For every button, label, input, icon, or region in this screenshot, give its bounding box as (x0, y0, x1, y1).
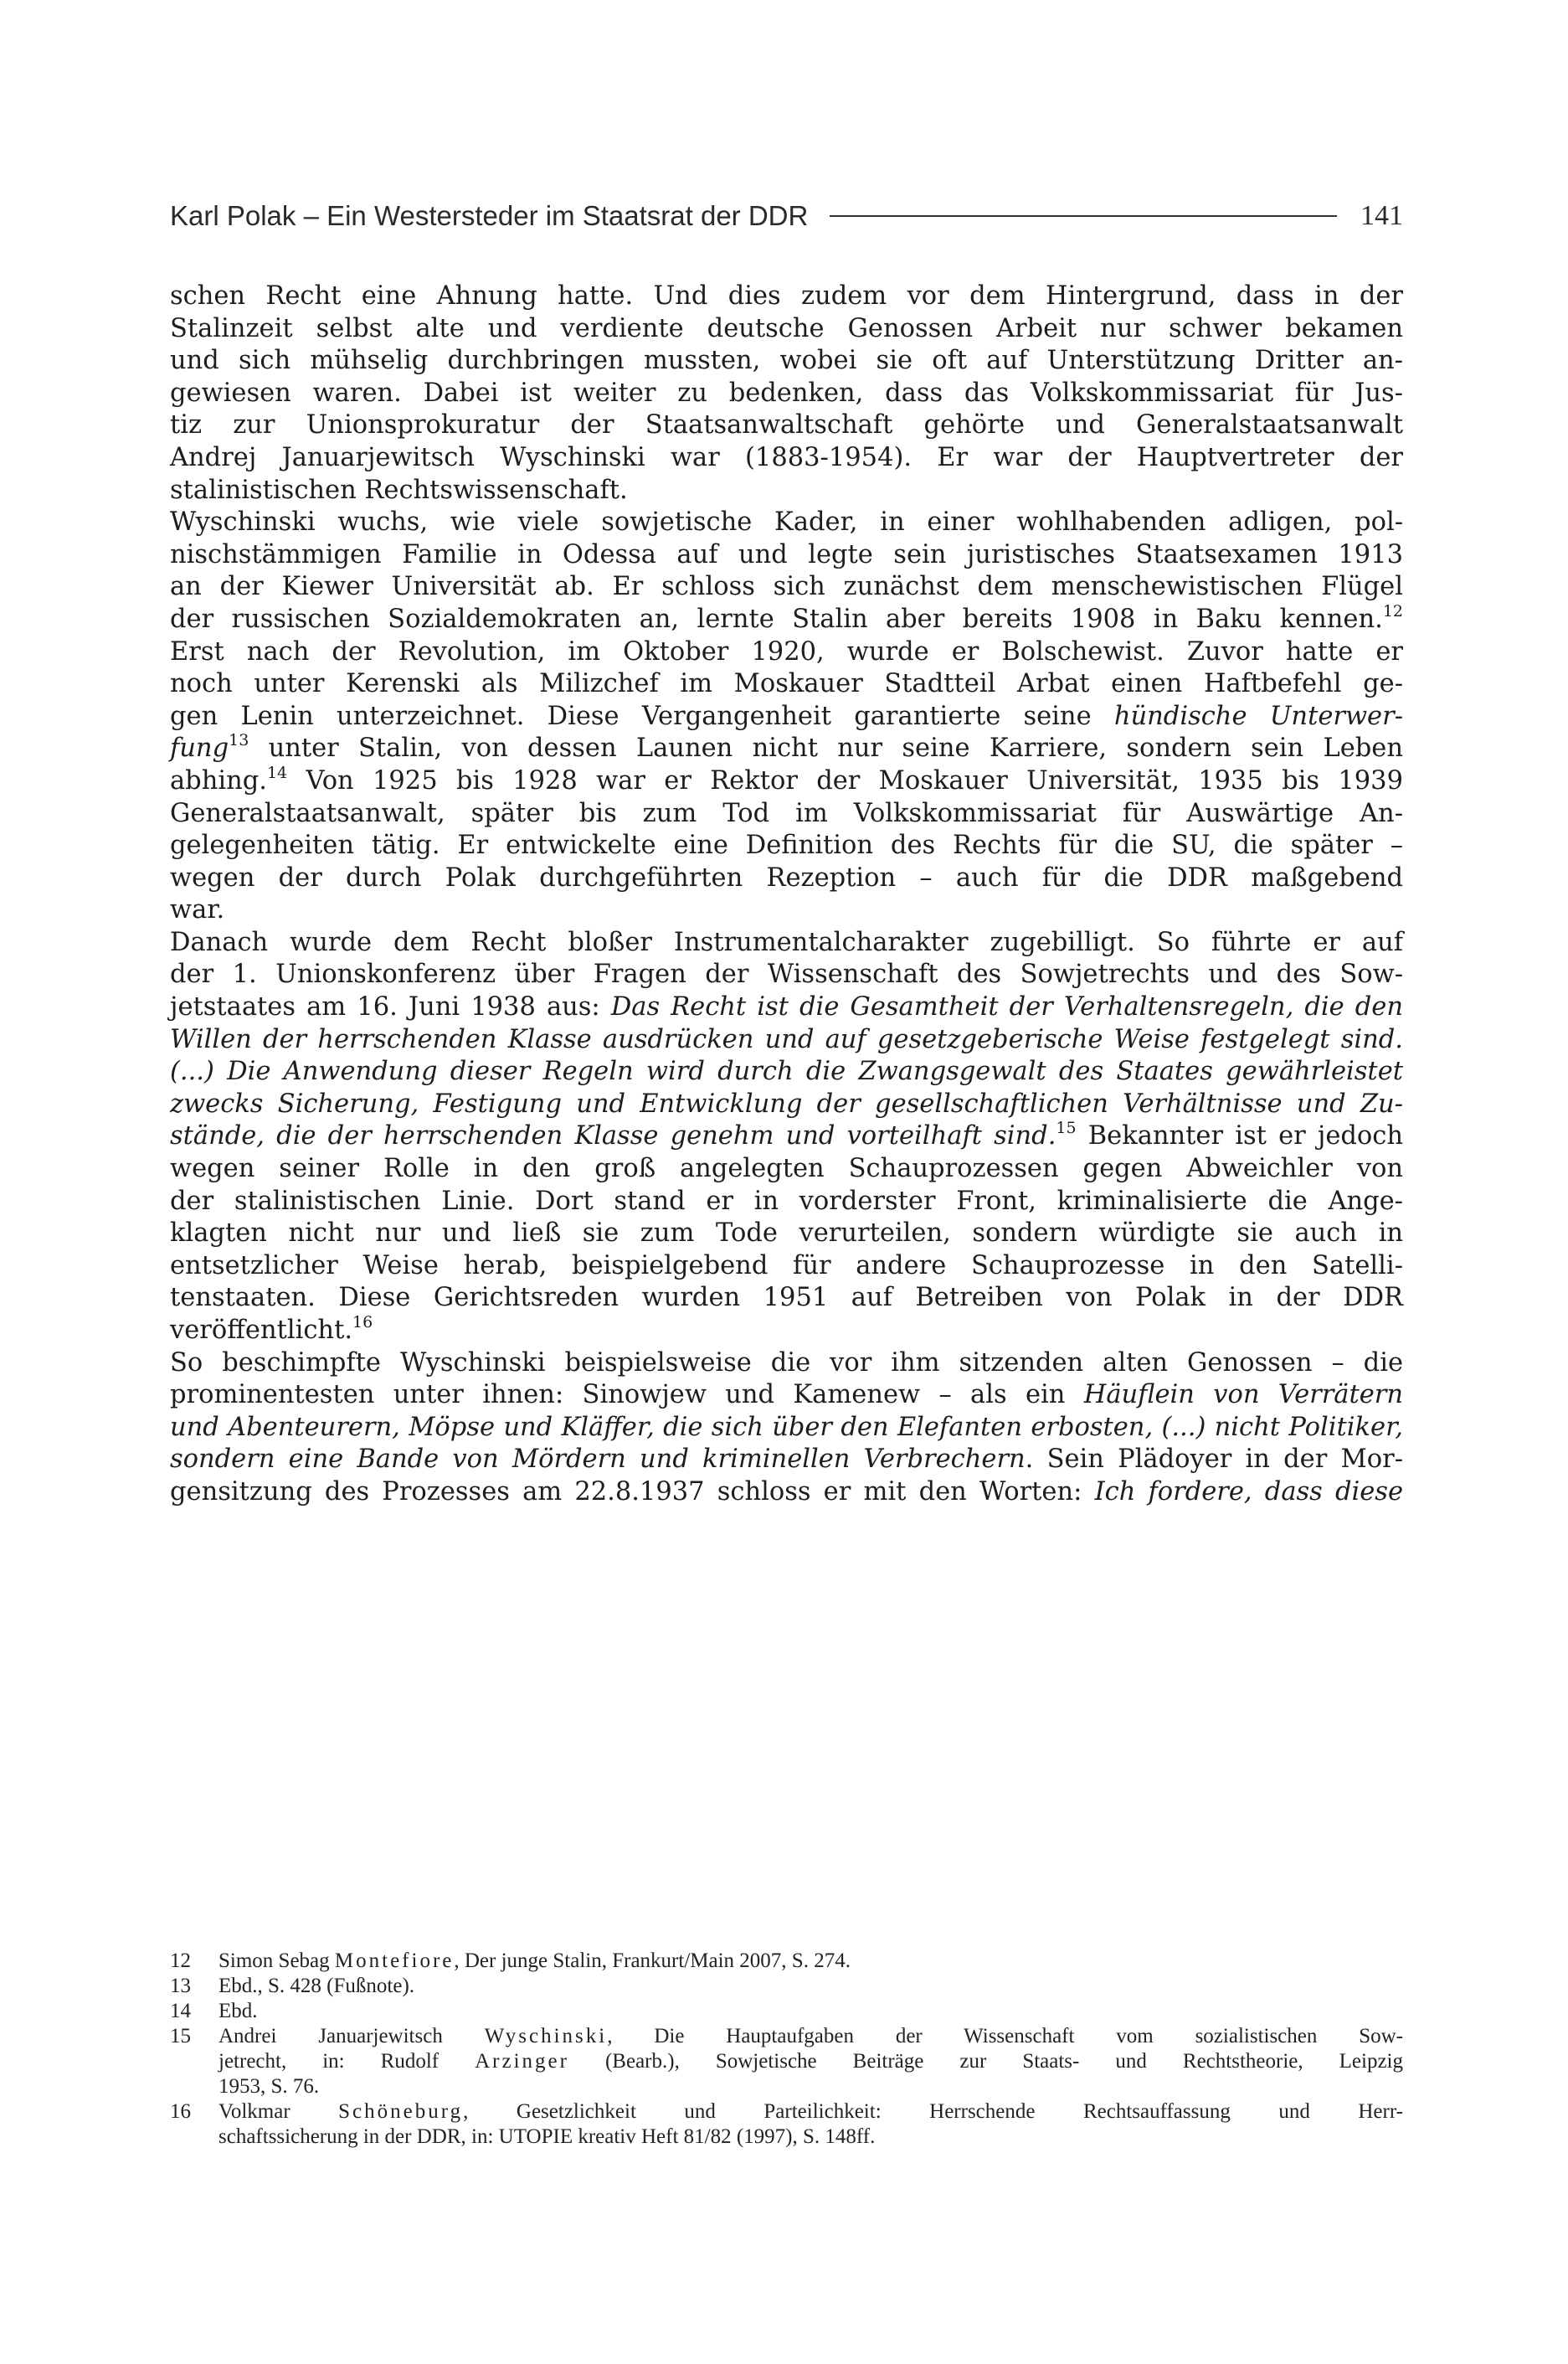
text-line: wegen seiner Rolle in den groß angelegten Schauprozessen gegen Abweichler von (170, 1154, 1403, 1184)
footnote-text (218, 1974, 1403, 1999)
text-line: tiz zur Unionsprokuratur der Staatsanwaltschaft gehörte und Generalstaatsanwalt (170, 410, 1403, 440)
paragraph-1 (170, 281, 1403, 507)
footnote-number: 13 (170, 1975, 191, 1997)
footnotes (170, 1949, 1403, 2150)
text-line: Wyschinski wuchs, wie viele sowjetische Kader, in einer wohlhabenden adligen, pol- (170, 507, 1403, 538)
text-line: wegen der durch Polak durchgeführten Rezeption – auch für die DDR maßgebend (170, 863, 1403, 893)
footnote-number: 12 (170, 1949, 191, 1972)
text-line: Andrej Januarjewitsch Wyschinski war (1883-1954). Er war der Hauptvertreter der (170, 442, 1403, 472)
footnote-text (218, 2024, 1403, 2099)
footnote-text (218, 1949, 1403, 1974)
paragraph-3 (170, 927, 1403, 1347)
text-line: Generalstaatsanwalt, später bis zum Tod im Volkskommissariat für Auswärtige An- (170, 798, 1403, 828)
text-segment: Volkmar (218, 2100, 339, 2123)
footnote-number: 15 (170, 2025, 191, 2047)
text-line: klagten nicht nur und ließ sie zum Tode verurteilen, sondern würdigte sie auch in (170, 1218, 1403, 1249)
text-segment: unter Stalin, von dessen Launen nicht nur seine Karriere, sondern sein Leben (249, 734, 1403, 764)
paragraph-4 (170, 1347, 1403, 1509)
footnote-12 (170, 1949, 1403, 1974)
text-segment: , Die Hauptaufgaben der Wissenschaft vom sozialistischen Sow- (607, 2025, 1404, 2047)
text-line: (...) Die Anwendung dieser Regeln wird durch die Zwangsgewalt des Staates gewährleistet (170, 1057, 1403, 1087)
text-line: nischstämmigen Familie in Odessa auf und legte sein juristisches Staatsexamen 1913 (170, 539, 1403, 569)
text-line: war. (170, 895, 225, 925)
text-segment: Simon Sebag (218, 1949, 335, 1972)
text-line: Danach wurde dem Recht bloßer Instrumentalcharakter zugebilligt. So führte er auf (170, 927, 1403, 957)
footnote-line (218, 2099, 1403, 2125)
text-segment: jetrecht, in: Rudolf (218, 2050, 476, 2073)
text-line: der 1. Unionskonferenz über Fragen der Wissenschaft des Sowjetrechts und des Sow- (170, 960, 1403, 990)
footnote-16 (170, 2099, 1403, 2150)
footnote-text (218, 1999, 1403, 2024)
text-line (170, 1379, 1403, 1412)
text-segment: , Gesetzlichkeit und Parteilichkeit: Herrschende Rechtsauffassung und Herr- (463, 2100, 1403, 2123)
text-line: Stalinzeit selbst alte und verdiente deutsche Genossen Arbeit nur schwer bekamen (170, 313, 1403, 343)
running-head-title: Karl Polak – Ein Westersteder im Staatsrat der DDR (170, 200, 809, 231)
footnote-line (218, 2024, 1403, 2049)
text-segment: . Sein Plädoyer in der Mor- (1025, 1445, 1404, 1475)
italic-quote: stände, die der herrschenden Klasse genehm und vorteilhaft sind. (170, 1121, 1056, 1151)
text-line (170, 1476, 1403, 1509)
footnote-ref-16[interactable]: 16 (352, 1313, 373, 1331)
text-line (170, 1315, 1403, 1347)
author-name: Schöneburg (338, 2100, 464, 2123)
text-line: zwecks Sicherung, Festigung und Entwicklung der gesellschaftlichen Verhältnisse und Zu- (170, 1089, 1403, 1119)
italic-quote: fung (170, 734, 229, 764)
footnote-number: 14 (170, 2000, 191, 2022)
text-segment: abhing. (170, 765, 267, 796)
text-line: Erst nach der Revolution, im Oktober 1920, wurde er Bolschewist. Zuvor hatte er (170, 636, 1403, 667)
footnote-13 (170, 1974, 1403, 1999)
footnote-text (218, 2099, 1403, 2150)
text-segment: Von 1925 bis 1928 war er Rektor der Moskauer Universität, 1935 bis 1939 (287, 765, 1403, 796)
body-text (170, 281, 1403, 1509)
text-segment: jetstaates am 16. Juni 1938 aus: (170, 992, 611, 1022)
text-line: Willen der herrschenden Klasse ausdrücken und auf gesetzgeberische Weise festgelegt sind. (170, 1024, 1403, 1054)
text-line (170, 1444, 1403, 1476)
text-line (170, 701, 1403, 734)
italic-quote: hündische Unterwer- (1113, 701, 1403, 731)
text-segment: gen Lenin unterzeichnet. Diese Vergangenheit garantierte seine (170, 701, 1114, 731)
text-segment: (Bearb.), Sowjetische Beiträge zur Staats- und Rechtstheorie, Leipzig (568, 2050, 1403, 2073)
text-segment: der russischen Sozialdemokraten an, lernte Stalin aber bereits 1908 in Baku kennen. (170, 604, 1383, 634)
text-line (170, 765, 1403, 798)
text-line (170, 991, 1403, 1024)
text-segment: veröffentlicht. (170, 1316, 353, 1345)
author-name: Montefiore (334, 1949, 455, 1972)
footnote-ref-14[interactable]: 14 (266, 763, 288, 782)
footnote-line: Ebd., S. 428 (Fußnote). (218, 1975, 415, 1997)
footnote-number: 16 (170, 2100, 191, 2123)
text-segment: Andrei Januarjewitsch (218, 2025, 485, 2047)
footnote-line (218, 1949, 1403, 1974)
text-line (170, 733, 1403, 765)
text-line: der stalinistischen Linie. Dort stand er in vorderster Front, kriminalisierte die Ange- (170, 1186, 1403, 1216)
author-name: Arzinger (475, 2050, 569, 2073)
running-head-rule (830, 215, 1337, 217)
footnote-line: Ebd. (218, 2000, 258, 2022)
footnote-line: schaftssicherung in der DDR, in: UTOPIE kreativ Heft 81/82 (1997), S. 148ff. (218, 2125, 876, 2148)
paragraph-2 (170, 507, 1403, 927)
author-name: Wyschinski (484, 2025, 608, 2047)
text-line: stalinistischen Rechtswissenschaft. (170, 475, 628, 505)
italic-quote: Ich fordere, dass diese (1094, 1476, 1403, 1506)
text-line: So beschimpfte Wyschinski beispielsweise die vor ihm sitzenden alten Genossen – die (170, 1347, 1403, 1378)
text-line: und sich mühselig durchbringen mussten, wobei sie oft auf Unterstützung Dritter an- (170, 346, 1403, 376)
text-line: noch unter Kerenski als Milizchef im Moskauer Stadtteil Arbat einen Haftbefehl ge- (170, 669, 1403, 699)
text-line: an der Kiewer Universität ab. Er schloss sich zunächst dem menschewistischen Flügel (170, 572, 1403, 602)
footnote-ref-12[interactable]: 12 (1382, 601, 1403, 621)
footnote-ref-13[interactable]: 13 (229, 731, 249, 750)
text-segment: gensitzung des Prozesses am 22.8.1937 schloss er mit den Worten: (170, 1476, 1095, 1506)
text-line (170, 601, 1403, 636)
text-line: entsetzlicher Weise herab, beispielgebend für andere Schauprozesse in den Satelli- (170, 1250, 1403, 1280)
footnote-line: 1953, S. 76. (218, 2075, 320, 2098)
text-line: tenstaaten. Diese Gerichtsreden wurden 1951 auf Betreiben von Polak in der DDR (170, 1283, 1403, 1313)
text-segment: , Der junge Stalin, Frankurt/Main 2007, S. 274. (454, 1949, 851, 1972)
page-number: 141 (1360, 200, 1403, 231)
footnote-ref-15[interactable]: 15 (1056, 1119, 1077, 1138)
footnote-line (218, 2049, 1403, 2074)
footnote-14 (170, 1999, 1403, 2024)
running-head (170, 191, 1403, 241)
italic-quote: Das Recht ist die Gesamtheit der Verhaltensregeln, die den (610, 992, 1403, 1022)
footnote-15 (170, 2024, 1403, 2099)
text-line: und Abenteurern, Möpse und Kläffer, die sich über den Elefanten erbosten, (...) nicht Politiker, (170, 1412, 1403, 1442)
text-segment: prominentesten unter ihnen: Sinowjew und Kamenew – als ein (170, 1380, 1084, 1410)
text-line: schen Recht eine Ahnung hatte. Und dies zudem vor dem Hintergrund, dass in der (170, 281, 1403, 311)
text-line: gewiesen waren. Dabei ist weiter zu bedenken, dass das Volkskommissariat für Jus- (170, 378, 1403, 408)
text-segment: Bekannter ist er jedoch (1076, 1121, 1403, 1151)
text-line: gelegenheiten tätig. Er entwickelte eine Definition des Rechts für die SU, die später – (170, 831, 1403, 861)
italic-quote: sondern eine Bande von Mördern und kriminellen Verbrechern (170, 1445, 1026, 1475)
italic-quote: Häuflein von Verrätern (1083, 1380, 1403, 1410)
text-line (170, 1120, 1403, 1153)
